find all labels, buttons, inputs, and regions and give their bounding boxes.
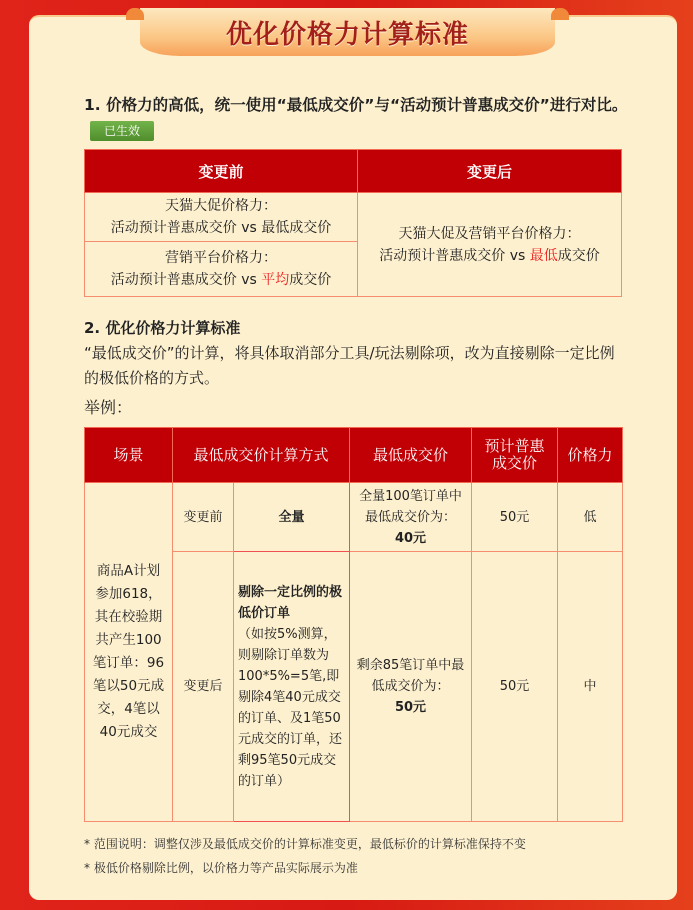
compare-header-after: 变更后 — [358, 150, 622, 193]
section-1-text: 1. 价格力的高低，统一使用“最低成交价”与“活动预计普惠成交价”进行对比。 — [84, 96, 628, 114]
cell-line: 天猫大促及营销平台价格力： — [398, 225, 581, 242]
cell-line: 活动预计普惠成交价 vs 平均成交价 — [110, 272, 332, 288]
th-scenario: 场景 — [85, 428, 173, 483]
section-2 — [84, 316, 629, 420]
cell-line: 营销平台价格力： — [165, 250, 277, 266]
th-lowest-price: 最低成交价 — [350, 428, 472, 483]
price-power-cell: 中 — [558, 552, 623, 822]
before-cell-tmall — [85, 193, 358, 242]
section-2-body: “最低成交价”的计算，将具体取消部分工具/玩法剔除项，改为直接剔除一定比例的极低价格的方式。 — [84, 344, 615, 387]
cell-line: 活动预计普惠成交价 vs 最低成交价 — [110, 220, 332, 236]
scenario-cell: 商品A计划参加618，其在校验期共产生100笔订单：96笔以50元成交，4笔以40元成交 — [85, 483, 173, 822]
th-expected-price: 预计普惠成交价 — [472, 428, 558, 483]
lowest-price-cell: 全量100笔订单中最低成交价为： 40元 — [350, 483, 472, 552]
section-2-heading: 2. 优化价格力计算标准 — [84, 319, 241, 337]
footnote: * 范围说明：调整仅涉及最低成交价的计算标准变更，最低标价的计算标准保持不变 — [84, 837, 526, 851]
cell-line: 天猫大促价格力： — [165, 198, 277, 214]
before-cell-marketing — [85, 242, 358, 297]
title-banner — [140, 8, 555, 56]
example-table — [84, 427, 623, 822]
section-1 — [84, 93, 629, 143]
cell-line: 活动预计普惠成交价 vs 最低成交价 — [379, 247, 600, 264]
footnote: * 极低价格剔除比例，以价格力等产品实际展示为准 — [84, 861, 358, 875]
example-label: 举例： — [84, 398, 133, 417]
page-title: 优化价格力计算标准 — [225, 19, 469, 50]
phase-cell: 变更后 — [173, 552, 234, 822]
compare-table — [84, 149, 622, 297]
th-price-power: 价格力 — [558, 428, 623, 483]
status-badge: 已生效 — [90, 121, 154, 141]
after-cell — [358, 193, 622, 297]
phase-cell: 变更前 — [173, 483, 234, 552]
expected-price-cell: 50元 — [472, 483, 558, 552]
lowest-price-cell: 剩余85笔订单中最低成交价为： 50元 — [350, 552, 472, 822]
method-cell: 全量 — [234, 483, 350, 552]
compare-header-before: 变更前 — [85, 150, 358, 193]
price-power-cell: 低 — [558, 483, 623, 552]
method-cell: 剔除一定比例的极低价订单 （如按5%测算，则剔除订单数为100*5%=5笔,即剔除4笔40元成交的订单、及1笔50元成交的订单，还剩95笔50元成交的订单） — [234, 552, 350, 822]
table-row — [85, 483, 623, 552]
expected-price-cell: 50元 — [472, 552, 558, 822]
footnotes — [84, 832, 526, 880]
th-method: 最低成交价计算方式 — [173, 428, 350, 483]
